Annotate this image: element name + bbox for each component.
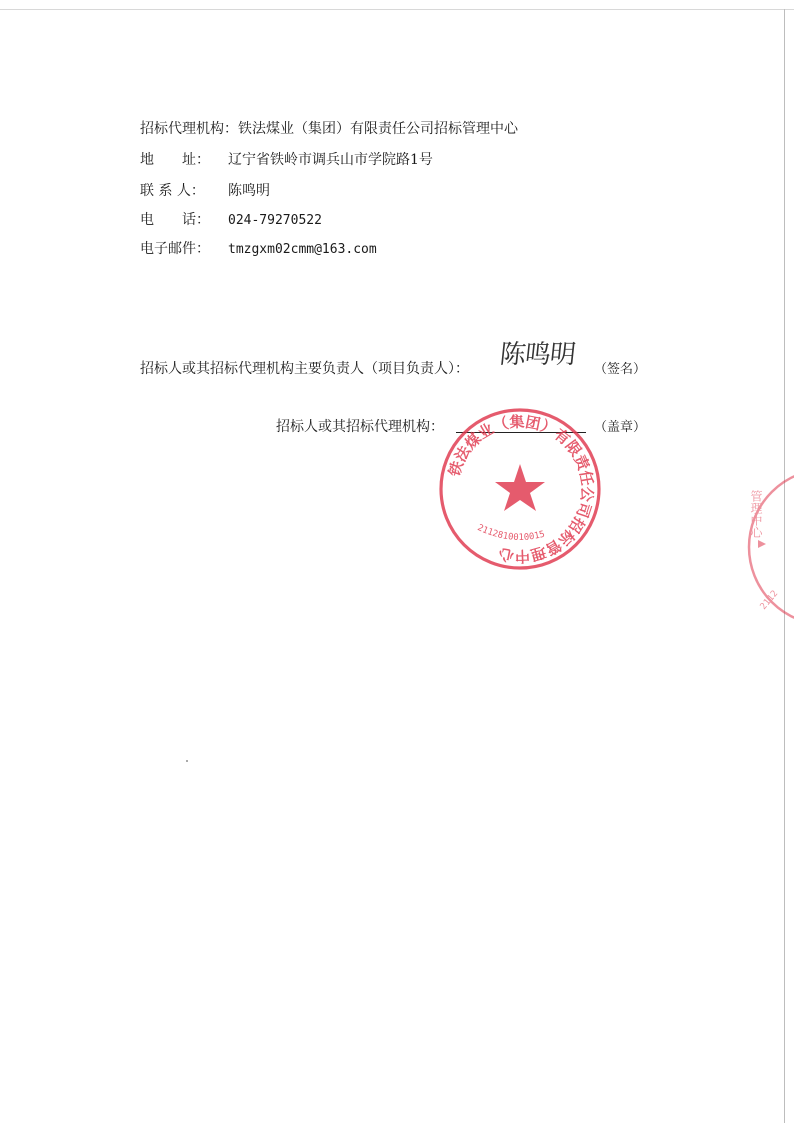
official-seal-stamp [437, 406, 603, 572]
email-value: tmzgxm02cmm@163.com [228, 242, 377, 257]
phone-line [140, 211, 322, 230]
agency-line [140, 120, 518, 138]
contact-label: 联 系 人： [140, 183, 205, 199]
address-label: 地 址： [140, 152, 210, 168]
seal-suffix: （盖章） [594, 420, 647, 435]
svg-text:管理中心: 管理中心 [749, 490, 763, 538]
email-line [140, 240, 377, 259]
address-value: 辽宁省铁岭市调兵山市学院路1号 [228, 152, 433, 168]
svg-text:铁法煤业（集团）有限责任公司招标管理中心: 铁法煤业（集团）有限责任公司招标管理中心 [445, 412, 597, 566]
email-label: 电子邮件： [140, 241, 210, 257]
contact-value: 陈鸣明 [228, 183, 270, 199]
svg-text:2112810010015: 2112810010015 [475, 523, 547, 544]
phone-value: 024-79270522 [228, 213, 322, 228]
sign-suffix: （签名） [594, 362, 647, 377]
agency-label: 招标代理机构： [140, 121, 238, 137]
contact-line [140, 182, 270, 200]
stamp-star-icon [495, 464, 545, 511]
seal-label: 招标人或其招标代理机构： [276, 419, 444, 435]
partial-seal-stamp [742, 462, 794, 632]
svg-text:2112: 2112 [758, 588, 781, 612]
page-border-top [0, 9, 794, 10]
handwritten-signature: 陈鸣明 [498, 340, 577, 370]
scan-speck [186, 760, 188, 762]
agency-value: 铁法煤业（集团）有限责任公司招标管理中心 [238, 121, 518, 137]
phone-label: 电 话： [140, 212, 210, 228]
address-line [140, 151, 433, 169]
principal-label: 招标人或其招标代理机构主要负责人（项目负责人）： [140, 361, 469, 377]
